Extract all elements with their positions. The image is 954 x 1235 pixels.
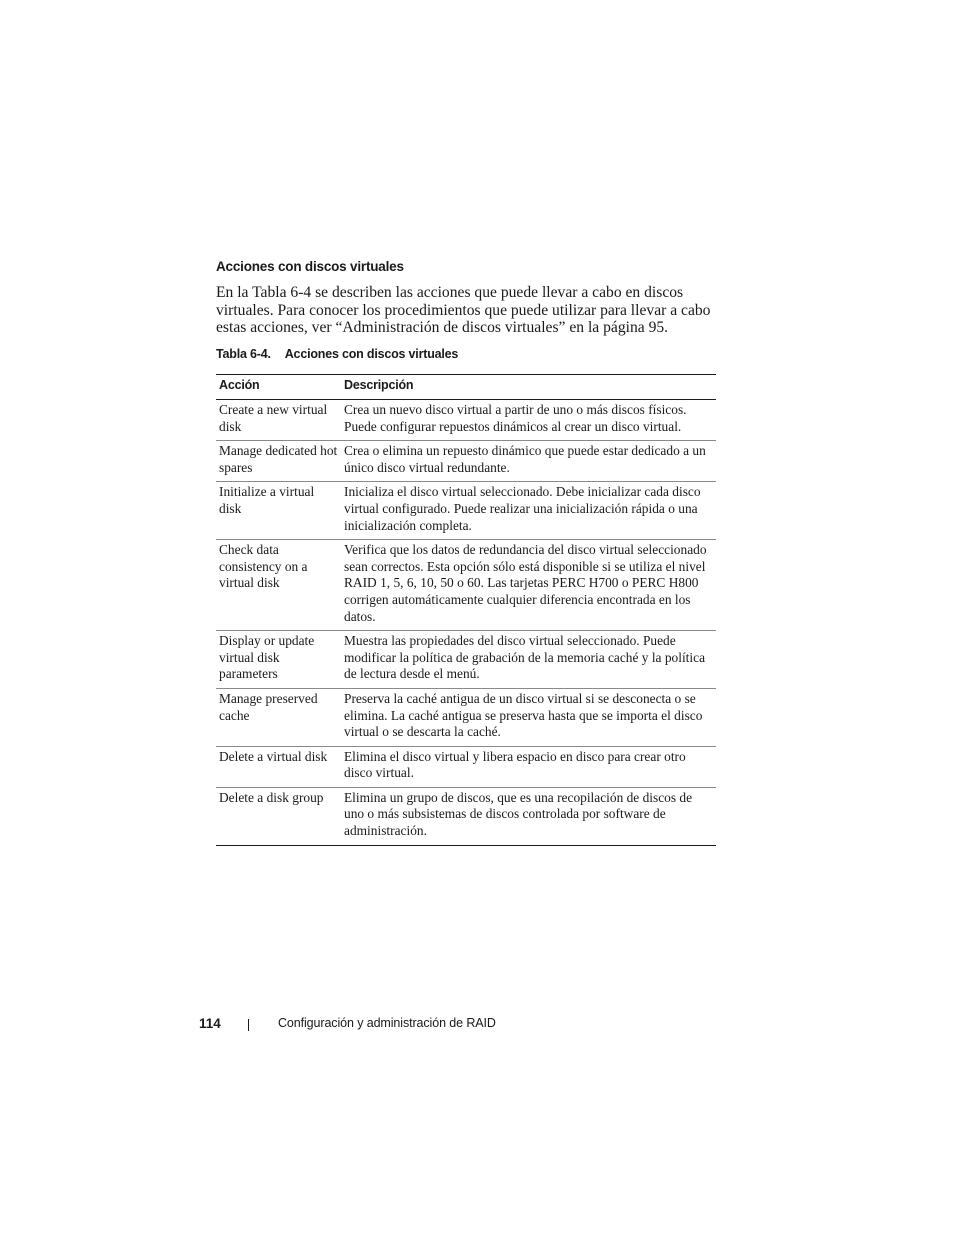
description-cell: Crea un nuevo disco virtual a partir de uno o más discos físicos. Puede configurar repuestos dinámicos al crear un disco virtual.	[341, 400, 716, 441]
table-caption-title: Acciones con discos virtuales	[284, 347, 459, 361]
action-cell: Display or update virtual disk parameters	[216, 631, 341, 689]
action-cell: Manage dedicated hot spares	[216, 441, 341, 482]
column-header-description: Descripción	[341, 375, 716, 400]
description-cell: Crea o elimina un repuesto dinámico que puede estar dedicado a un único disco virtual redundante.	[341, 441, 716, 482]
footer-chapter-title: Configuración y administración de RAID	[278, 1016, 496, 1030]
table-row	[216, 746, 716, 787]
table-row	[216, 540, 716, 631]
action-cell: Delete a virtual disk	[216, 746, 341, 787]
description-cell: Verifica que los datos de redundancia del disco virtual seleccionado sean correctos. Esta opción sólo está disponible si se utiliza el nivel RAID 1, 5, 6, 10, 50 o 60. Las tarjetas PERC H700 o PERC H800 corrigen automáticamente cualquier diferencia encontrada en los datos.	[341, 540, 716, 631]
table-row	[216, 631, 716, 689]
action-cell: Delete a disk group	[219, 789, 324, 805]
page-number: 114	[199, 1016, 221, 1031]
actions-table	[216, 374, 716, 846]
description-cell: Muestra las propiedades del disco virtual seleccionado. Puede modificar la política de grabación de la memoria caché y la política de lectura desde el menú.	[341, 631, 716, 689]
description-cell: Elimina un grupo de discos, que es una recopilación de discos de uno o más subsistemas de discos controlada por software de administración.	[344, 789, 693, 839]
action-cell: Initialize a virtual disk	[216, 482, 341, 540]
description-cell: Preserva la caché antigua de un disco virtual si se desconecta o se elimina. La caché antigua se preserva hasta que se importa el disco virtual o se descarta la caché.	[341, 688, 716, 746]
footer-divider	[248, 1019, 249, 1031]
action-cell: Create a new virtual disk	[216, 400, 341, 441]
table-row	[216, 441, 716, 482]
page-footer	[0, 1016, 954, 1036]
column-header-action: Acción	[216, 375, 341, 400]
action-cell: Manage preserved cache	[216, 688, 341, 746]
action-cell: Check data consistency on a virtual disk	[216, 540, 341, 631]
intro-paragraph: En la Tabla 6-4 se describen las acciones que puede llevar a cabo en discos virtuales. Para conocer los procedimientos que puede utilizar para llevar a cabo estas acciones, ver “Administración de discos virtuales” en la página 95.	[216, 284, 711, 336]
table-row	[216, 688, 716, 746]
table-caption-number: Tabla 6-4.	[216, 347, 271, 361]
description-cell: Elimina el disco virtual y libera espacio en disco para crear otro disco virtual.	[341, 746, 716, 787]
table-row	[216, 482, 716, 540]
table-row	[216, 400, 716, 441]
table-header-row	[216, 375, 716, 400]
table-row	[216, 787, 716, 845]
table-caption	[216, 347, 458, 361]
description-cell: Inicializa el disco virtual seleccionado. Debe inicializar cada disco virtual configurado. Puede realizar una inicialización rápida o una inicialización completa.	[341, 482, 716, 540]
section-heading: Acciones con discos virtuales	[216, 259, 404, 274]
